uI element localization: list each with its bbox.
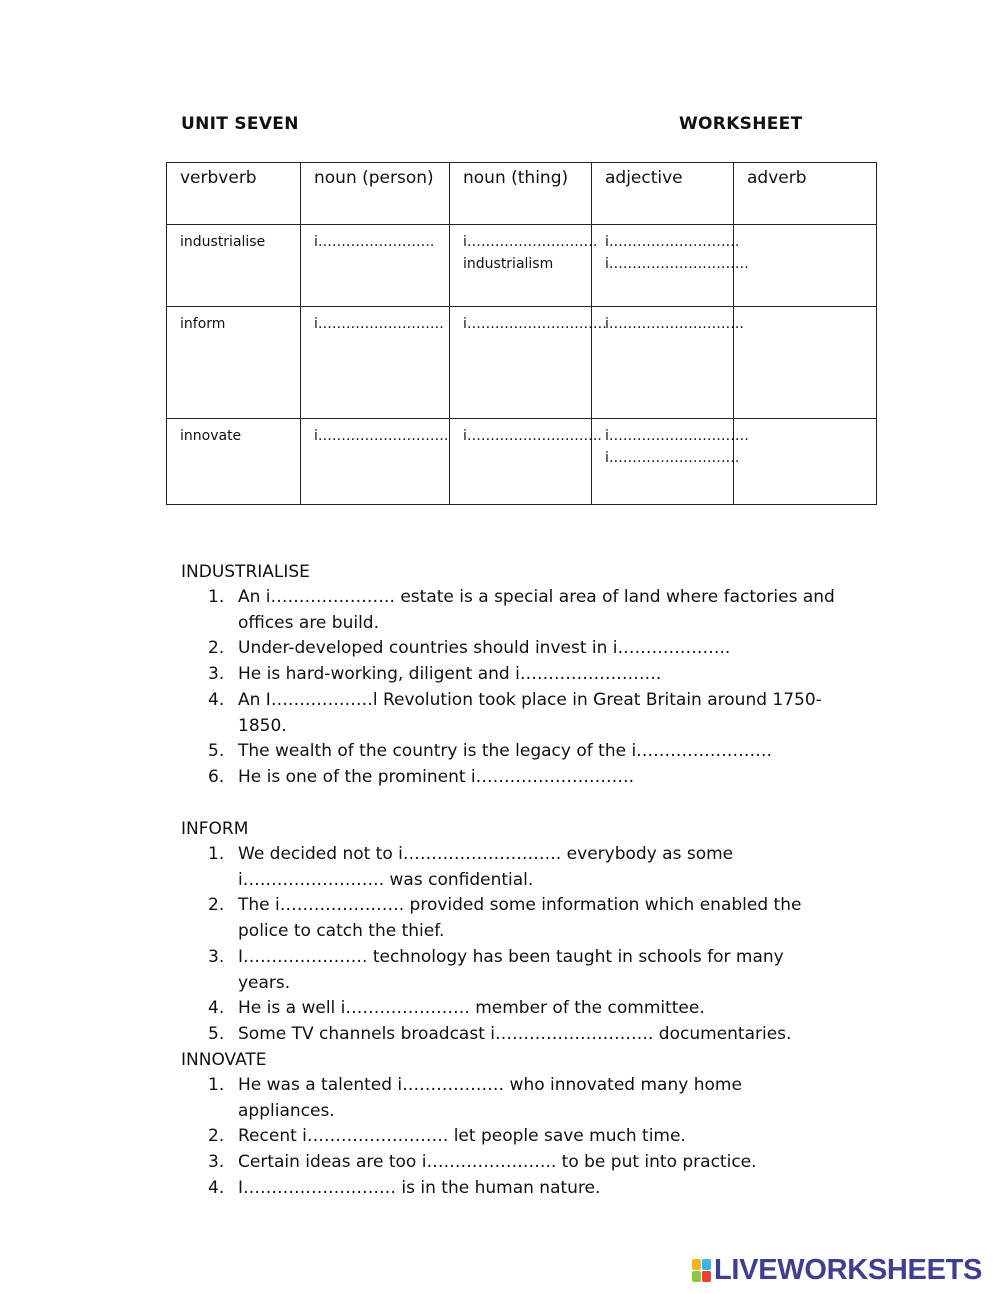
- item-number: 2.: [208, 1126, 225, 1147]
- section-title: INNOVATE: [181, 1050, 267, 1070]
- logo-block: [702, 1259, 711, 1270]
- thing-cell: [450, 307, 607, 419]
- adjective-cell: [592, 225, 749, 307]
- section-title: INFORM: [181, 819, 249, 839]
- table-row: [167, 225, 877, 307]
- exercise-item: [181, 1176, 838, 1202]
- verb-cell: innovate: [167, 419, 301, 505]
- person-cell: [301, 307, 450, 419]
- cell-entry: i……………………….: [605, 234, 740, 250]
- cell-entry: i……………………….: [314, 428, 449, 444]
- item-number: 6.: [208, 766, 225, 787]
- worksheet-label: WORKSHEET: [679, 114, 803, 134]
- item-number: 2.: [208, 638, 225, 659]
- item-text: Under-developed countries should invest in i………………..: [238, 638, 731, 659]
- adjective-cell: [592, 307, 744, 419]
- cell-entry: i………………………..: [463, 428, 602, 444]
- item-text: Recent i……………………. let people save much time.: [238, 1126, 686, 1147]
- item-number: 3.: [208, 1152, 225, 1173]
- item-text: The wealth of the country is the legacy of the i……………………: [238, 741, 773, 762]
- section-industrialise: [181, 559, 838, 791]
- exercise-list: [181, 842, 838, 1048]
- exercise-item: [181, 585, 838, 636]
- item-number: 5.: [208, 1023, 225, 1044]
- person-cell: [301, 419, 450, 505]
- item-text: Some TV channels broadcast i………………………. documentaries.: [238, 1023, 792, 1044]
- item-number: 5.: [208, 741, 225, 762]
- person-cell: [301, 225, 450, 307]
- logo-blocks-icon: [692, 1259, 711, 1282]
- item-number: 2.: [208, 895, 225, 916]
- exercise-item: [181, 1073, 838, 1124]
- adverb-cell: [734, 307, 877, 419]
- column-header: adverb: [734, 163, 877, 225]
- exercise-item: [181, 996, 838, 1022]
- exercise-item: [181, 945, 838, 996]
- item-text: Certain ideas are too i………………….. to be put into practice.: [238, 1152, 757, 1173]
- cell-entry: i…………………………: [463, 316, 607, 332]
- cell-entry: i………………………..: [605, 316, 744, 332]
- item-text: He is a well i…………………. member of the committee.: [238, 998, 705, 1019]
- exercise-item: [181, 662, 838, 688]
- adverb-cell: [734, 419, 877, 505]
- unit-title: UNIT SEVEN: [181, 114, 299, 134]
- exercise-list: [181, 585, 838, 791]
- logo-block: [692, 1259, 701, 1270]
- exercise-list: [181, 1073, 838, 1202]
- exercise-item: [181, 893, 838, 944]
- section-title: INDUSTRIALISE: [181, 562, 310, 582]
- cell-entry: i…………………………: [605, 256, 749, 272]
- exercise-item: [181, 1150, 838, 1176]
- logo-block: [692, 1271, 701, 1282]
- word-forms-table: [166, 162, 877, 505]
- logo-text: LIVEWORKSHEETS: [714, 1253, 983, 1286]
- table-header-row: [167, 163, 877, 225]
- exercise-item: [181, 842, 838, 893]
- exercise-item: [181, 739, 838, 765]
- item-text: An i…………………. estate is a special area of land where factories and offices are build.: [238, 587, 835, 633]
- verb-cell: inform: [167, 307, 301, 419]
- table-row: [167, 307, 877, 419]
- cell-entry: i………………………: [314, 316, 444, 332]
- exercise-item: [181, 1022, 838, 1048]
- item-text: He is one of the prominent i……………………….: [238, 766, 635, 787]
- cell-entry: i……………………….: [605, 450, 740, 466]
- item-number: 1.: [208, 587, 225, 607]
- thing-cell: [450, 419, 602, 505]
- item-text: He is hard-working, diligent and i…………………….: [238, 664, 662, 685]
- column-header: adjective: [592, 163, 734, 225]
- item-number: 4.: [208, 689, 225, 710]
- item-number: 4.: [208, 1177, 225, 1198]
- section-innovate: [181, 1047, 838, 1202]
- adverb-cell: [734, 225, 877, 307]
- cell-entry: i……………………….: [463, 234, 598, 250]
- item-text: I……………………… is in the human nature.: [238, 1177, 601, 1198]
- exercise-item: [181, 765, 838, 791]
- liveworksheets-logo: [692, 1255, 982, 1285]
- item-number: 3.: [208, 664, 225, 685]
- logo-block: [702, 1271, 711, 1282]
- item-text: He was a talented i……………… who innovated many home appliances.: [238, 1075, 742, 1121]
- adjective-cell: [592, 419, 749, 505]
- item-text: We decided not to i………………………. everybody as some i……………………. was confidential.: [238, 844, 734, 890]
- exercise-item: [181, 636, 838, 662]
- item-number: 1.: [208, 1075, 225, 1095]
- thing-cell: [450, 225, 598, 307]
- column-header: noun (person): [301, 163, 450, 225]
- cell-entry: i…………………….: [314, 234, 435, 250]
- item-text: An I………………l Revolution took place in Great Britain around 1750-1850.: [238, 689, 822, 736]
- item-number: 1.: [208, 844, 225, 864]
- column-header: noun (thing): [450, 163, 592, 225]
- table-row: [167, 419, 877, 505]
- exercise-item: [181, 688, 838, 739]
- verb-cell: industrialise: [167, 225, 301, 307]
- column-header: verbverb: [167, 163, 301, 225]
- item-number: 3.: [208, 946, 225, 967]
- item-number: 4.: [208, 998, 225, 1019]
- exercise-item: [181, 1124, 838, 1150]
- section-inform: [181, 816, 838, 1048]
- item-text: The i…………………. provided some information which enabled the police to catch the thief.: [238, 895, 802, 942]
- item-text: I…………………. technology has been taught in schools for many years.: [238, 946, 784, 993]
- cell-entry: industrialism: [463, 256, 554, 272]
- cell-entry: i…………………………: [605, 428, 749, 444]
